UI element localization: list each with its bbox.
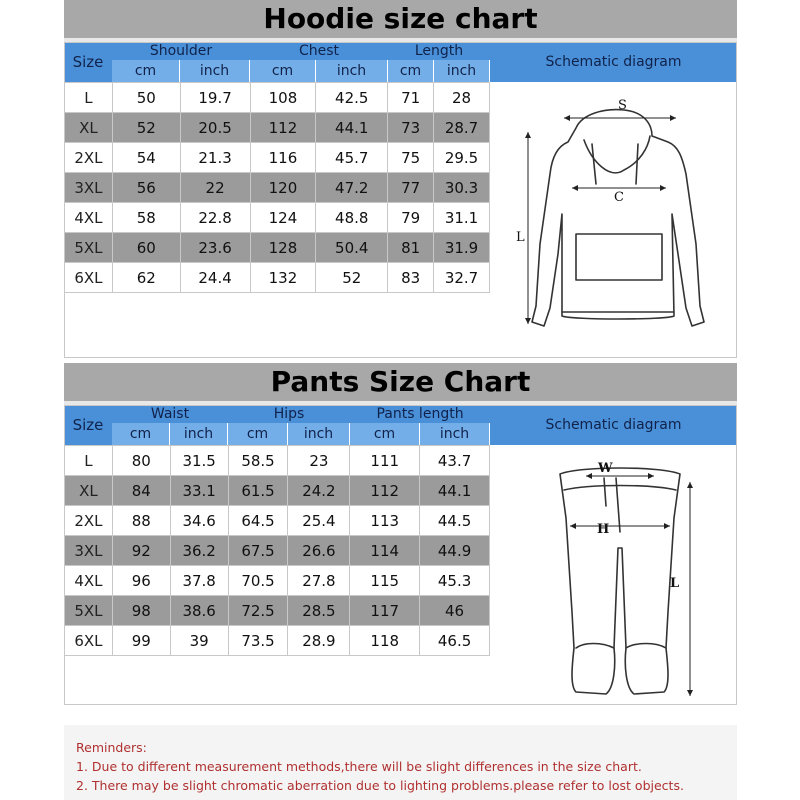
size-cell: 5XL: [65, 596, 113, 626]
hoodie-label-s: S: [618, 98, 627, 113]
hoodie-unit-cm: cm: [388, 60, 434, 82]
pants-title: Pants Size Chart: [64, 363, 737, 401]
hoodie-group-chest: Chest: [250, 42, 388, 60]
hoodie-unit-inch: inch: [434, 60, 490, 82]
table-cell: 28.5: [288, 596, 350, 626]
pants-unit-inch: inch: [420, 423, 490, 445]
table-cell: 73.5: [228, 626, 288, 656]
table-cell: 31.9: [434, 233, 490, 263]
size-cell: 3XL: [65, 173, 113, 203]
hoodie-unit-inch: inch: [180, 60, 250, 82]
hoodie-schematic-header: Schematic diagram: [490, 42, 737, 82]
table-cell: 118: [350, 626, 420, 656]
table-cell: 116: [250, 143, 316, 173]
hoodie-schematic: [492, 84, 736, 356]
hoodie-unit-inch: inch: [316, 60, 388, 82]
table-cell: 44.1: [420, 476, 490, 506]
table-cell: 31.5: [170, 446, 228, 476]
table-cell: 36.2: [170, 536, 228, 566]
hoodie-title: Hoodie size chart: [64, 0, 737, 38]
size-cell: 5XL: [65, 233, 113, 263]
table-cell: 45.7: [316, 143, 388, 173]
pants-label-h: H: [597, 522, 610, 537]
table-cell: 64.5: [228, 506, 288, 536]
pants-group-hips: Hips: [228, 405, 350, 423]
table-cell: 19.7: [180, 83, 250, 113]
table-cell: 38.6: [170, 596, 228, 626]
size-cell: 6XL: [65, 626, 113, 656]
hoodie-outline: [532, 110, 704, 326]
reminder-item: 2. There may be slight chromatic aberration due to lighting problems.please refer to lost objects.: [76, 778, 684, 793]
hoodie-measure-lines: [528, 118, 676, 324]
table-cell: 112: [250, 113, 316, 143]
table-cell: 32.7: [434, 263, 490, 293]
size-cell: 2XL: [65, 506, 113, 536]
table-cell: 79: [388, 203, 434, 233]
pants-unit-cm: cm: [228, 423, 288, 445]
pants-label-l: L: [670, 576, 680, 591]
table-cell: 120: [250, 173, 316, 203]
table-cell: 44.9: [420, 536, 490, 566]
table-cell: 56: [112, 173, 180, 203]
pants-size-header: Size: [64, 405, 112, 445]
table-cell: 128: [250, 233, 316, 263]
size-cell: 6XL: [65, 263, 113, 293]
table-cell: 34.6: [170, 506, 228, 536]
pants-group-waist: Waist: [112, 405, 228, 423]
table-cell: 37.8: [170, 566, 228, 596]
table-cell: 108: [250, 83, 316, 113]
hoodie-unit-cm: cm: [112, 60, 180, 82]
pants-unit-inch: inch: [170, 423, 228, 445]
size-cell: 3XL: [65, 536, 113, 566]
table-cell: 60: [112, 233, 180, 263]
table-cell: 71: [388, 83, 434, 113]
table-cell: 50: [112, 83, 180, 113]
size-cell: 4XL: [65, 203, 113, 233]
table-cell: 52: [316, 263, 388, 293]
table-cell: 22: [180, 173, 250, 203]
table-cell: 73: [388, 113, 434, 143]
size-cell: XL: [65, 476, 113, 506]
hoodie-label-c: C: [614, 190, 624, 205]
hoodie-measure-arrows: [525, 115, 676, 324]
table-cell: 92: [112, 536, 170, 566]
size-cell: XL: [65, 113, 113, 143]
table-cell: 58: [112, 203, 180, 233]
table-cell: 44.1: [316, 113, 388, 143]
table-cell: 48.8: [316, 203, 388, 233]
hoodie-unit-cm: cm: [250, 60, 316, 82]
table-cell: 20.5: [180, 113, 250, 143]
table-cell: 58.5: [228, 446, 288, 476]
table-cell: 28.7: [434, 113, 490, 143]
table-cell: 114: [350, 536, 420, 566]
table-cell: 23.6: [180, 233, 250, 263]
reminders-heading: Reminders:: [76, 740, 147, 755]
table-cell: 29.5: [434, 143, 490, 173]
table-cell: 99: [112, 626, 170, 656]
table-cell: 25.4: [288, 506, 350, 536]
hoodie-group-shoulder: Shoulder: [112, 42, 250, 60]
pants-label-w: W: [598, 461, 613, 476]
table-cell: 81: [388, 233, 434, 263]
table-cell: 98: [112, 596, 170, 626]
hoodie-size-header: Size: [64, 42, 112, 82]
table-cell: 132: [250, 263, 316, 293]
table-cell: 43.7: [420, 446, 490, 476]
table-cell: 28: [434, 83, 490, 113]
table-cell: 72.5: [228, 596, 288, 626]
table-cell: 96: [112, 566, 170, 596]
table-cell: 52: [112, 113, 180, 143]
reminder-item: 1. Due to different measurement methods,there will be slight differences in the size chart.: [76, 759, 642, 774]
size-cell: 2XL: [65, 143, 113, 173]
size-cell: 4XL: [65, 566, 113, 596]
table-cell: 83: [388, 263, 434, 293]
table-cell: 117: [350, 596, 420, 626]
table-cell: 21.3: [180, 143, 250, 173]
table-cell: 42.5: [316, 83, 388, 113]
table-cell: 30.3: [434, 173, 490, 203]
pants-group-pants-length: Pants length: [350, 405, 490, 423]
table-cell: 84: [112, 476, 170, 506]
table-cell: 27.8: [288, 566, 350, 596]
size-cell: L: [65, 83, 113, 113]
table-cell: 88: [112, 506, 170, 536]
pants-unit-cm: cm: [112, 423, 170, 445]
hoodie-group-length: Length: [388, 42, 490, 60]
table-cell: 46: [420, 596, 490, 626]
table-cell: 50.4: [316, 233, 388, 263]
table-cell: 62: [112, 263, 180, 293]
size-cell: L: [65, 446, 113, 476]
table-cell: 22.8: [180, 203, 250, 233]
table-cell: 28.9: [288, 626, 350, 656]
table-cell: 33.1: [170, 476, 228, 506]
table-cell: 47.2: [316, 173, 388, 203]
table-cell: 112: [350, 476, 420, 506]
table-cell: 46.5: [420, 626, 490, 656]
pants-unit-inch: inch: [288, 423, 350, 445]
table-cell: 31.1: [434, 203, 490, 233]
pants-unit-cm: cm: [350, 423, 420, 445]
table-cell: 113: [350, 506, 420, 536]
table-cell: 70.5: [228, 566, 288, 596]
table-cell: 24.2: [288, 476, 350, 506]
table-cell: 75: [388, 143, 434, 173]
table-cell: 54: [112, 143, 180, 173]
table-cell: 24.4: [180, 263, 250, 293]
table-cell: 77: [388, 173, 434, 203]
pants-outline: [560, 468, 680, 694]
hoodie-label-l: L: [516, 230, 525, 245]
table-cell: 61.5: [228, 476, 288, 506]
table-cell: 39: [170, 626, 228, 656]
table-cell: 44.5: [420, 506, 490, 536]
table-cell: 23: [288, 446, 350, 476]
table-cell: 111: [350, 446, 420, 476]
table-cell: 26.6: [288, 536, 350, 566]
table-cell: 80: [112, 446, 170, 476]
pants-schematic-header: Schematic diagram: [490, 405, 737, 445]
table-cell: 67.5: [228, 536, 288, 566]
table-cell: 45.3: [420, 566, 490, 596]
table-cell: 115: [350, 566, 420, 596]
table-cell: 124: [250, 203, 316, 233]
